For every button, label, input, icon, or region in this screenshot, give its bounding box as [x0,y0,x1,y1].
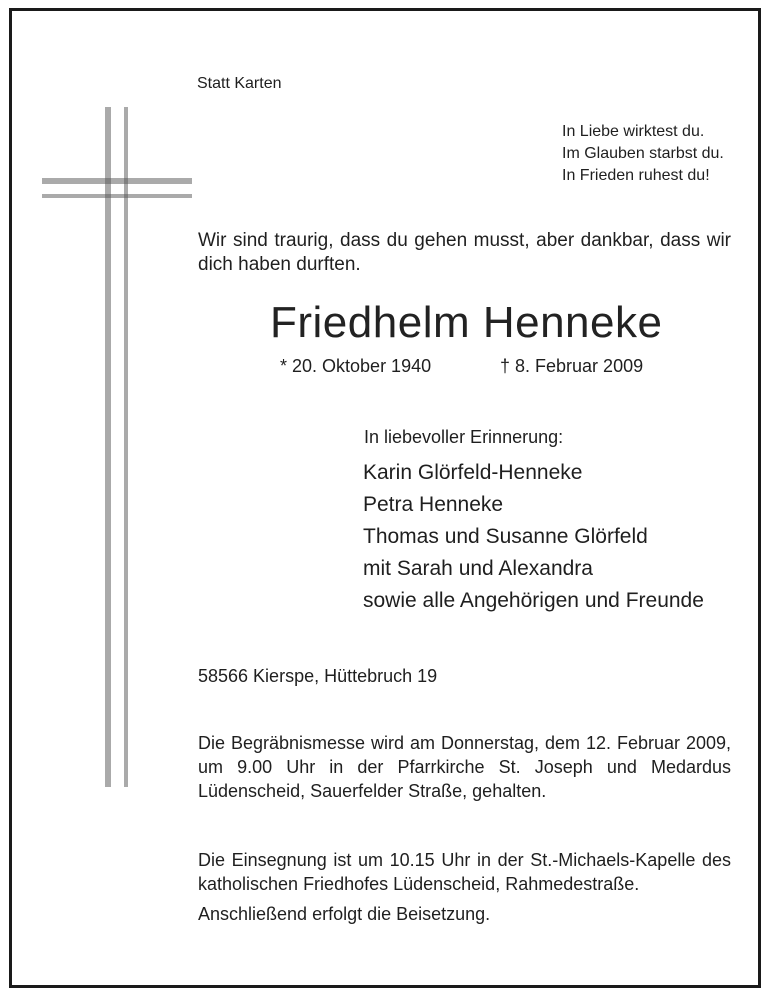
verse-line: In Liebe wirktest du. [562,123,705,140]
blessing-text: Die Einsegnung ist um 10.15 Uhr in der St.-Michaels-Kapelle des katholischen Friedhofes Lüdenscheid, Rahmedestraße. [198,850,731,894]
address: 58566 Kierspe, Hüttebruch 19 [198,666,438,686]
mourners-list [363,457,704,617]
verse-line: In Frieden ruhest du! [562,167,710,184]
birth-date: * 20. Oktober 1940 [280,356,432,376]
mourner: mit Sarah und Alexandra [363,557,593,580]
deceased-name: Friedhelm Henneke [270,298,663,347]
mourner: Karin Glörfeld-Henneke [363,461,583,484]
verse [562,121,724,187]
mourner: Thomas und Susanne Glörfeld [363,525,648,548]
memory-line: In liebevoller Erinnerung: [364,427,564,447]
death-date: † 8. Februar 2009 [500,356,644,376]
funeral-mass-text: Die Begräbnismesse wird am Donnerstag, dem 12. Februar 2009, um 9.00 Uhr in der Pfarrkirche St. Joseph und Medardus Lüdenscheid, Sauerfelder Straße, gehalten. [198,733,731,801]
header-note: Statt Karten [197,75,282,92]
mourner: Petra Henneke [363,493,504,516]
intro-text: Wir sind traurig, dass du gehen musst, aber dankbar, dass wir dich haben durften. [198,230,731,275]
verse-line: Im Glauben starbst du. [562,145,724,162]
mourner: sowie alle Angehörigen und Freunde [363,589,704,612]
burial-text: Anschließend erfolgt die Beisetzung. [198,904,491,924]
christian-cross-icon [42,107,192,787]
obituary-notice [9,8,761,988]
